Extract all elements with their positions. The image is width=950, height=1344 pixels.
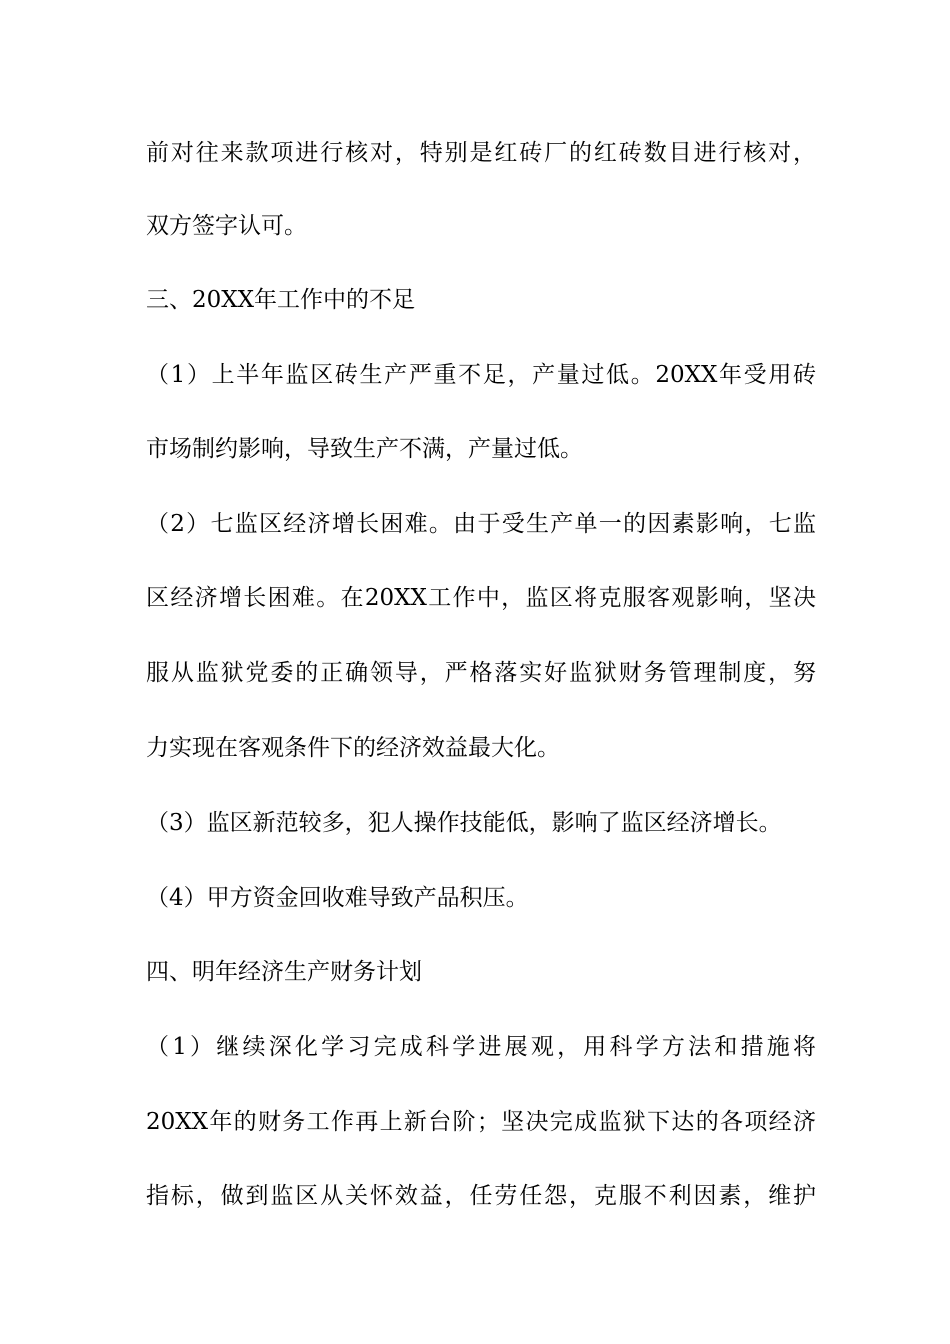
paragraph-line-1: 前对往来款项进行核对，特别是红砖厂的红砖数目进行核对，	[146, 140, 816, 166]
paragraph-line-8: 服从监狱党委的正确领导，严格落实好监狱财务管理制度，努	[146, 660, 816, 686]
section-heading-3: 三、20XX年工作中的不足	[146, 287, 416, 313]
paragraph-line-11: （4）甲方资金回收难导致产品积压。	[146, 885, 529, 911]
paragraph-line-6: （2）七监区经济增长困难。由于受生产单一的因素影响，七监	[146, 511, 816, 537]
paragraph-line-15: 指标，做到监区从关怀效益，任劳任怨，克服不利因素，维护	[146, 1183, 816, 1209]
paragraph-line-2: 双方签字认可。	[146, 213, 307, 239]
paragraph-line-4: （1）上半年监区砖生产严重不足，产量过低。20XX年受用砖	[146, 362, 816, 388]
paragraph-line-14: 20XX年的财务工作再上新台阶；坚决完成监狱下达的各项经济	[146, 1109, 816, 1135]
paragraph-line-10: （3）监区新范较多，犯人操作技能低，影响了监区经济增长。	[146, 810, 782, 836]
paragraph-line-13: （1）继续深化学习完成科学进展观，用科学方法和措施将	[146, 1034, 816, 1060]
paragraph-line-9: 力实现在客观条件下的经济效益最大化。	[146, 735, 560, 761]
paragraph-line-5: 市场制约影响，导致生产不满，产量过低。	[146, 436, 583, 462]
section-heading-4: 四、明年经济生产财务计划	[146, 959, 422, 985]
paragraph-line-7: 区经济增长困难。在20XX工作中，监区将克服客观影响，坚决	[146, 585, 816, 611]
